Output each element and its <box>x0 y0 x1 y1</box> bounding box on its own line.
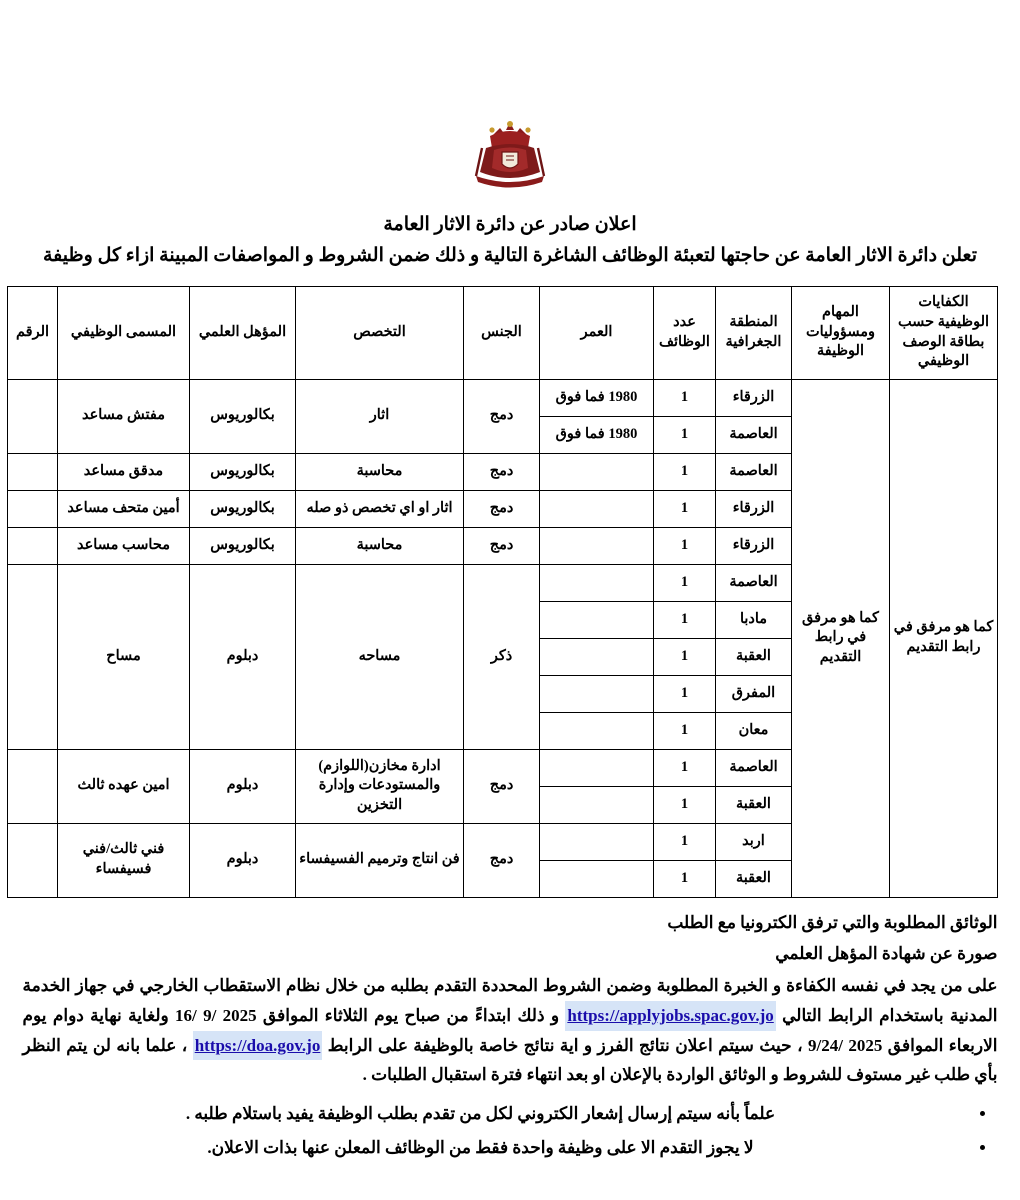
cell-age <box>540 860 654 897</box>
column-header-gender: الجنس <box>464 286 540 379</box>
cell-region: العقبة <box>716 638 792 675</box>
cell-age <box>540 749 654 786</box>
emblem-container <box>22 0 998 195</box>
cell-count: 1 <box>654 416 716 453</box>
cell-gender: دمج <box>464 490 540 527</box>
cell-job-title: محاسب مساعد <box>58 527 190 564</box>
list-item <box>0 1132 968 1164</box>
cell-gender: دمج <box>464 749 540 823</box>
required-documents-item: صورة عن شهادة المؤهل العلمي <box>775 944 998 964</box>
cell-count: 1 <box>654 490 716 527</box>
cell-age <box>540 712 654 749</box>
vacancies-table <box>7 286 998 898</box>
table-row <box>8 379 998 416</box>
cell-age <box>540 527 654 564</box>
cell-age: 1980 فما فوق <box>540 379 654 416</box>
body-text-block <box>23 908 998 1091</box>
cell-specialization: اثار او اي تخصص ذو صله <box>296 490 464 527</box>
page-subtitle: تعلن دائرة الاثار العامة عن حاجتها لتعبئة الوظائف الشاغرة التالية و ذلك ضمن الشروط و المواصفات المبينة ازاء كل وظيفة <box>43 245 977 266</box>
cell-age <box>540 601 654 638</box>
cell-number <box>8 749 58 823</box>
cell-number <box>8 453 58 490</box>
notes-list <box>0 1098 998 1165</box>
cell-region: العاصمة <box>716 564 792 601</box>
cell-qualification: بكالوريوس <box>190 527 296 564</box>
column-header-specialization: التخصص <box>296 286 464 379</box>
cell-count: 1 <box>654 379 716 416</box>
cell-count: 1 <box>654 527 716 564</box>
instructions-part-1: على من يجد في نفسه الكفاءة و الخبرة المطلوبة وضمن الشروط المحددة التقدم بطلبه من خلال نظام الاستقطاب الخارجي في جهاز الخدمة المدنية باستخدام الرابط التالي <box>22 976 998 1025</box>
column-header-number: الرقم <box>8 286 58 379</box>
cell-specialization: فن انتاج وترميم الفسيفساء <box>296 823 464 897</box>
page-title: اعلان صادر عن دائرة الاثار العامة <box>383 214 637 235</box>
cell-count: 1 <box>654 823 716 860</box>
cell-region: الزرقاء <box>716 527 792 564</box>
column-header-age: العمر <box>540 286 654 379</box>
cell-region: المفرق <box>716 675 792 712</box>
application-instructions-paragraph <box>23 971 998 1090</box>
cell-number <box>8 823 58 897</box>
cell-count: 1 <box>654 786 716 823</box>
cell-job-title: امين عهده ثالث <box>58 749 190 823</box>
cell-region: اربد <box>716 823 792 860</box>
hashemite-crown-emblem-icon <box>462 118 558 190</box>
cell-gender: دمج <box>464 527 540 564</box>
cell-gender: دمج <box>464 823 540 897</box>
cell-qualification: دبلوم <box>190 564 296 749</box>
table-header-row <box>8 286 998 379</box>
cell-specialization: اثار <box>296 379 464 453</box>
cell-region: الزرقاء <box>716 490 792 527</box>
cell-number <box>8 490 58 527</box>
list-item <box>0 1098 968 1130</box>
cell-gender: دمج <box>464 379 540 453</box>
column-header-count: عدد الوظائف <box>654 286 716 379</box>
column-header-job-title: المسمى الوظيفي <box>58 286 190 379</box>
cell-specialization: مساحه <box>296 564 464 749</box>
cell-job-title: أمين متحف مساعد <box>58 490 190 527</box>
cell-region: العاصمة <box>716 416 792 453</box>
instructions-part-2: و ذلك ابتداءً من صباح يوم الثلاثاء الموافق 2025 /9 /16 ولغاية نهاية دوام يوم الاربعاء الموافق 2025 /9/24 ، حيث سيتم اعلان نتائج الفرز و اية نتائج خاصة بالوظيفة على الرابط <box>22 1005 998 1055</box>
applyjobs-link[interactable]: https://applyjobs.spac.gov.jo <box>565 1001 775 1031</box>
cell-count: 1 <box>654 675 716 712</box>
column-header-qualification: المؤهل العلمي <box>190 286 296 379</box>
cell-qualification: بكالوريوس <box>190 453 296 490</box>
cell-gender: ذكر <box>464 564 540 749</box>
cell-qualification: بكالوريوس <box>190 379 296 453</box>
cell-qualification: دبلوم <box>190 749 296 823</box>
cell-region: الزرقاء <box>716 379 792 416</box>
cell-job-title: مدقق مساعد <box>58 453 190 490</box>
required-documents-heading: الوثائق المطلوبة والتي ترفق الكترونيا مع الطلب <box>667 912 998 932</box>
cell-region: العقبة <box>716 860 792 897</box>
cell-age <box>540 638 654 675</box>
cell-count: 1 <box>654 601 716 638</box>
cell-region: العاصمة <box>716 749 792 786</box>
cell-qualification: بكالوريوس <box>190 490 296 527</box>
cell-count: 1 <box>654 453 716 490</box>
cell-specialization: ادارة مخازن(اللوازم) والمستودعات وإدارة التخزين <box>296 749 464 823</box>
cell-job-title: فني ثالث/فني فسيفساء <box>58 823 190 897</box>
cell-region: معان <box>716 712 792 749</box>
column-header-region: المنطقة الجغرافية <box>716 286 792 379</box>
column-header-duties: المهام ومسؤوليات الوظيفة <box>792 286 890 379</box>
cell-region: العقبة <box>716 786 792 823</box>
cell-age <box>540 675 654 712</box>
cell-competencies-merged: كما هو مرفق في رابط التقديم <box>890 379 998 897</box>
cell-qualification: دبلوم <box>190 823 296 897</box>
cell-age <box>540 786 654 823</box>
cell-region: مادبا <box>716 601 792 638</box>
cell-number <box>8 564 58 749</box>
cell-count: 1 <box>654 749 716 786</box>
cell-job-title: مفتش مساعد <box>58 379 190 453</box>
note-text: لا يجوز التقدم الا على وظيفة واحدة فقط من الوظائف المعلن عنها بذات الاعلان. <box>207 1138 754 1158</box>
note-text: علماً بأنه سيتم إرسال إشعار الكتروني لكل من تقدم بطلب الوظيفة يفيد باستلام طلبه . <box>185 1104 776 1124</box>
cell-age <box>540 823 654 860</box>
cell-number <box>8 379 58 453</box>
cell-number <box>8 527 58 564</box>
cell-job-title: مساح <box>58 564 190 749</box>
cell-duties-merged: كما هو مرفق في رابط التقديم <box>792 379 890 897</box>
cell-specialization: محاسبة <box>296 527 464 564</box>
cell-region: العاصمة <box>716 453 792 490</box>
cell-gender: دمج <box>464 453 540 490</box>
cell-count: 1 <box>654 860 716 897</box>
cell-age <box>540 453 654 490</box>
cell-count: 1 <box>654 712 716 749</box>
column-header-competencies: الكفايات الوظيفية حسب بطاقة الوصف الوظيفي <box>890 286 998 379</box>
cell-age <box>540 564 654 601</box>
cell-specialization: محاسبة <box>296 453 464 490</box>
cell-count: 1 <box>654 638 716 675</box>
cell-age: 1980 فما فوق <box>540 416 654 453</box>
doa-link[interactable]: https://doa.gov.jo <box>193 1031 323 1061</box>
cell-count: 1 <box>654 564 716 601</box>
cell-age <box>540 490 654 527</box>
instructions-part-3: ، علما بانه لن يتم النظر بأي طلب غير مستوف للشروط و الوثائق الواردة بالإعلان او بعد انتهاء فترة استقبال الطلبات . <box>22 1035 998 1085</box>
